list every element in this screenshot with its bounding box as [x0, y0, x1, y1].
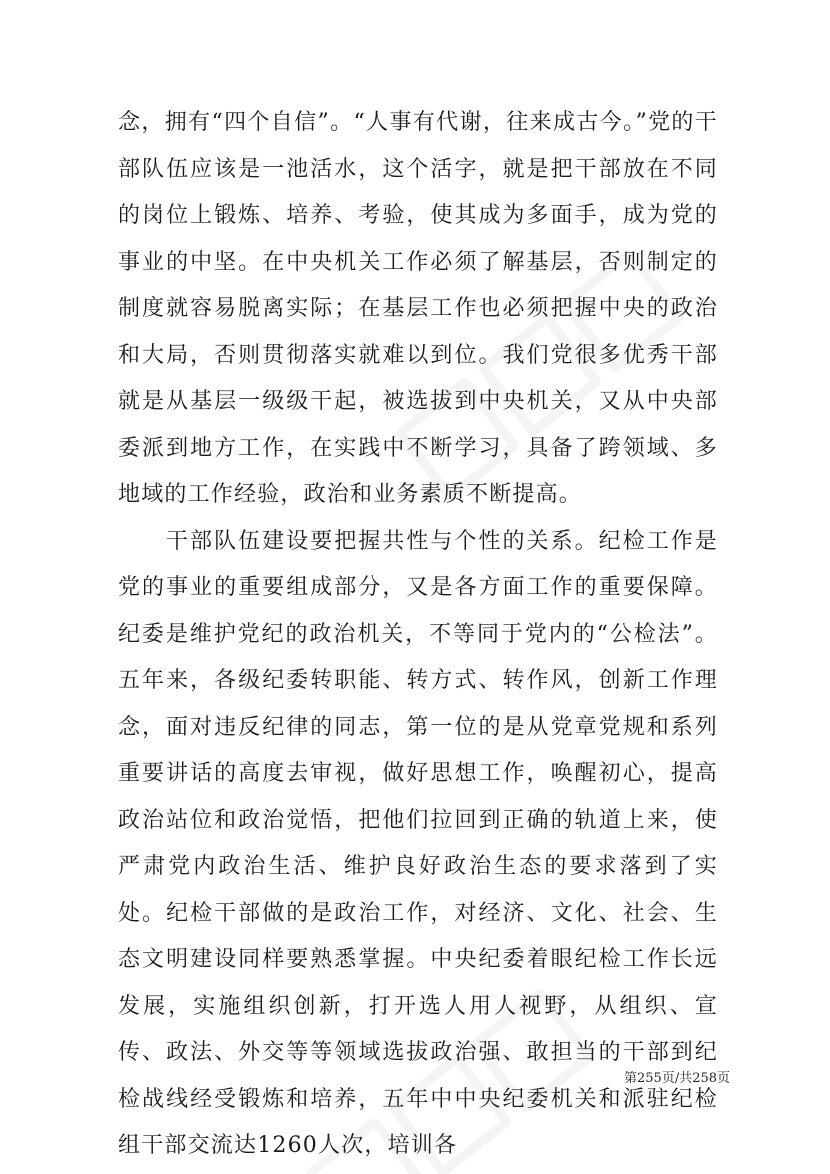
document-body — [118, 100, 718, 1170]
page-number: 第255页/共258页 — [624, 1071, 731, 1086]
paragraph-2: 干部队伍建设要把握共性与个性的关系。纪检工作是党的事业的重要组成部分，又是各方面工作的重要保障。纪委是维护党纪的政治机关，不等同于党内的“公检法”。五年来，各级纪委转职能、转方式、转作风，创新工作理念，面对违反纪律的同志，第一位的是从党章党规和系列重要讲话的高度去审视，做好思想工作，唤醒初心，提高政治站位和政治觉悟，把他们拉回到正确的轨道上来，使严肃党内政治生活、维护良好政治生态的要求落到了实处。纪检干部做的是政治工作，对经济、文化、社会、生态文明建设同样要熟悉掌握。中央纪委着眼纪检工作长远发展，实施组织创新，打开选人用人视野，从组织、宣传、政法、外交等等领域选拔政治强、敢担当的干部到纪检战线经受锻炼和培养，五年中中央纪委机关和派驻纪检组干部交流达1260人次，培训各 — [118, 528, 718, 1158]
paragraph-1: 念，拥有“四个自信”。“人事有代谢，往来成古今。”党的干部队伍应该是一池活水，这个活字，就是把干部放在不同的岗位上锻炼、培养、考验，使其成为多面手，成为党的事业的中坚。在中央机关工作必须了解基层，否则制定的制度就容易脱离实际；在基层工作也必须把握中央的政治和大局，否则贯彻落实就难以到位。我们党很多优秀干部就是从基层一级级干起，被选拔到中央机关，又从中央部委派到地方工作，在实践中不断学习，具备了跨领域、多地域的工作经验，政治和业务素质不断提高。 — [118, 110, 718, 507]
